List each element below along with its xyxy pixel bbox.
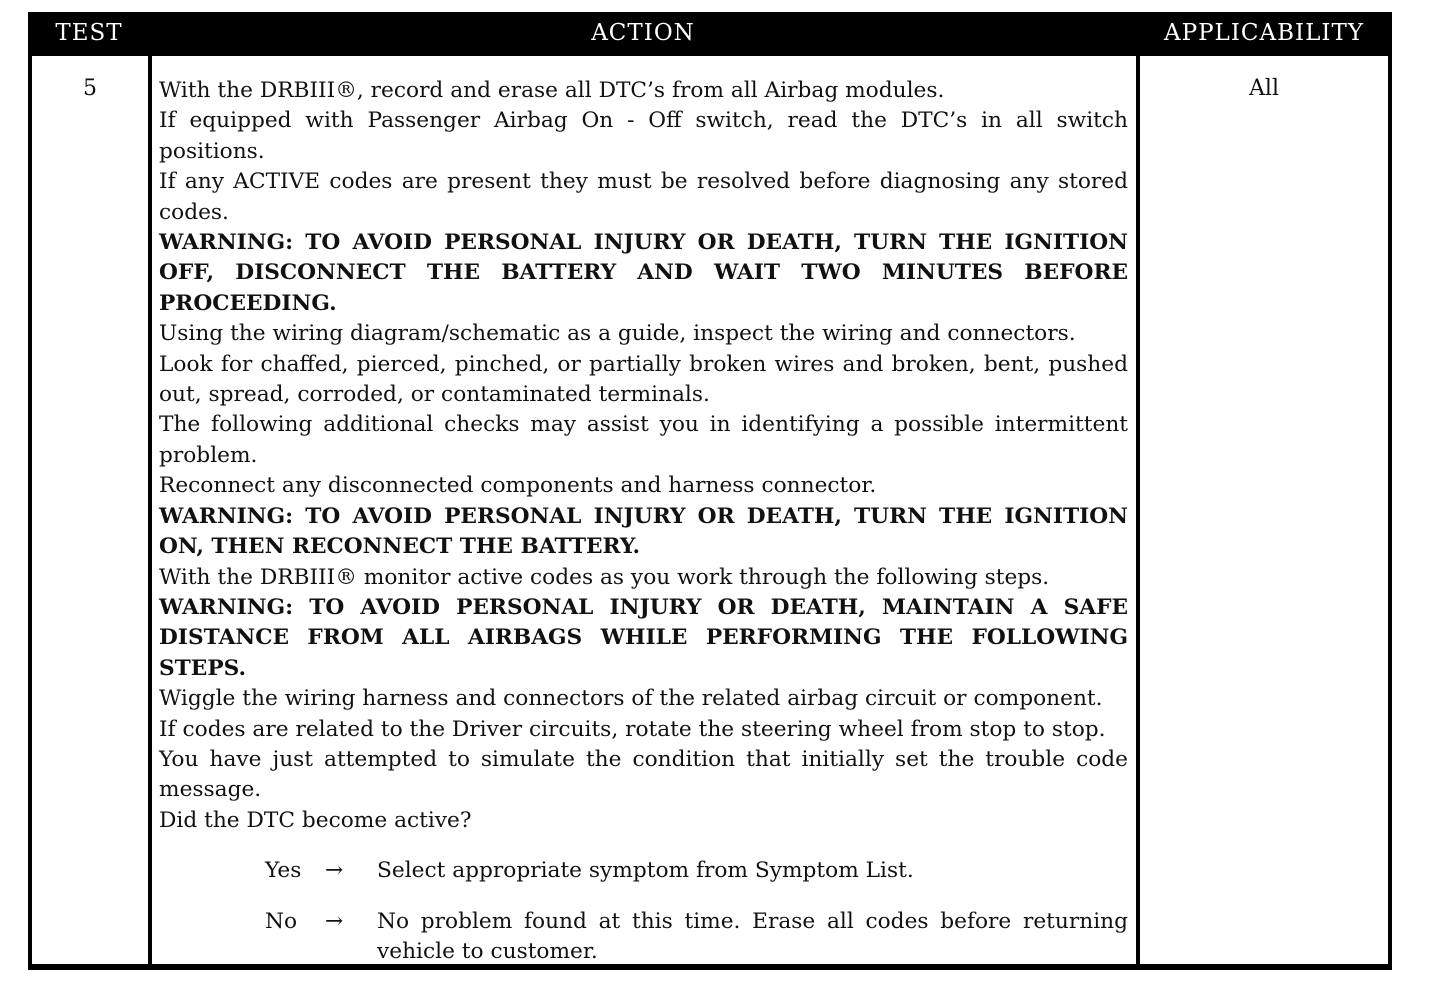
answer-list bbox=[159, 856, 1128, 967]
answer-yes bbox=[159, 856, 1128, 886]
action-step: With the DRBIII® monitor active codes as you work through the following steps. bbox=[159, 564, 1050, 590]
warning-text: WARNING: TO AVOID PERSONAL INJURY OR DEATH, TURN THE IGNITION ON, THEN RECONNECT THE BATTERY. bbox=[159, 503, 1128, 560]
action-step: If any ACTIVE codes are present they must be resolved before diagnosing any stored codes. bbox=[159, 169, 1128, 225]
action-step: You have just attempted to simulate the condition that initially set the trouble code message. bbox=[159, 746, 1128, 803]
answer-label: No bbox=[265, 908, 298, 934]
answer-text: No problem found at this time. Erase all codes before returning vehicle to customer. bbox=[377, 908, 1128, 964]
action-step: If codes are related to the Driver circuits, rotate the steering wheel from stop to stop. bbox=[159, 716, 1106, 742]
arrow-right-icon: → bbox=[325, 908, 344, 934]
answer-no bbox=[159, 907, 1128, 968]
diagnostic-table bbox=[28, 12, 1392, 970]
header-test: TEST bbox=[55, 20, 123, 46]
cell-applicability: All bbox=[1140, 56, 1388, 964]
question-text: Did the DTC become active? bbox=[159, 807, 472, 833]
action-step: Look for chaffed, pierced, pinched, or partially broken wires and broken, bent, pushed out, spread, corroded, or contaminated terminals. bbox=[159, 351, 1128, 408]
cell-test-number: 5 bbox=[32, 56, 148, 964]
warning-text: WARNING: TO AVOID PERSONAL INJURY OR DEATH, MAINTAIN A SAFE DISTANCE FROM ALL AIRBAGS WHILE PERFORMING THE FOLLOWING STEPS. bbox=[159, 594, 1128, 681]
action-step: With the DRBIII®, record and erase all DTC’s from all Airbag modules. bbox=[159, 78, 945, 103]
action-step: Using the wiring diagram/schematic as a guide, inspect the wiring and connectors. bbox=[159, 321, 1076, 347]
action-step: Reconnect any disconnected components and harness connector. bbox=[159, 473, 877, 499]
cell-action bbox=[152, 56, 1136, 964]
table-header bbox=[28, 12, 1392, 54]
header-action: ACTION bbox=[591, 20, 695, 46]
answer-text: Select appropriate symptom from Symptom List. bbox=[377, 858, 914, 884]
answer-label: Yes bbox=[265, 858, 302, 884]
action-step: If equipped with Passenger Airbag On - Off switch, read the DTC’s in all switch positions. bbox=[159, 108, 1128, 164]
action-step: The following additional checks may assist you in identifying a possible intermittent problem. bbox=[159, 412, 1128, 468]
action-step: Wiggle the wiring harness and connectors of the related airbag circuit or component. bbox=[159, 686, 1103, 712]
warning-text: WARNING: TO AVOID PERSONAL INJURY OR DEATH, TURN THE IGNITION OFF, DISCONNECT THE BATTERY AND WAIT TWO MINUTES BEFORE PROCEEDING. bbox=[159, 230, 1128, 316]
header-applicability: APPLICABILITY bbox=[1164, 20, 1364, 46]
arrow-right-icon: → bbox=[325, 858, 344, 884]
